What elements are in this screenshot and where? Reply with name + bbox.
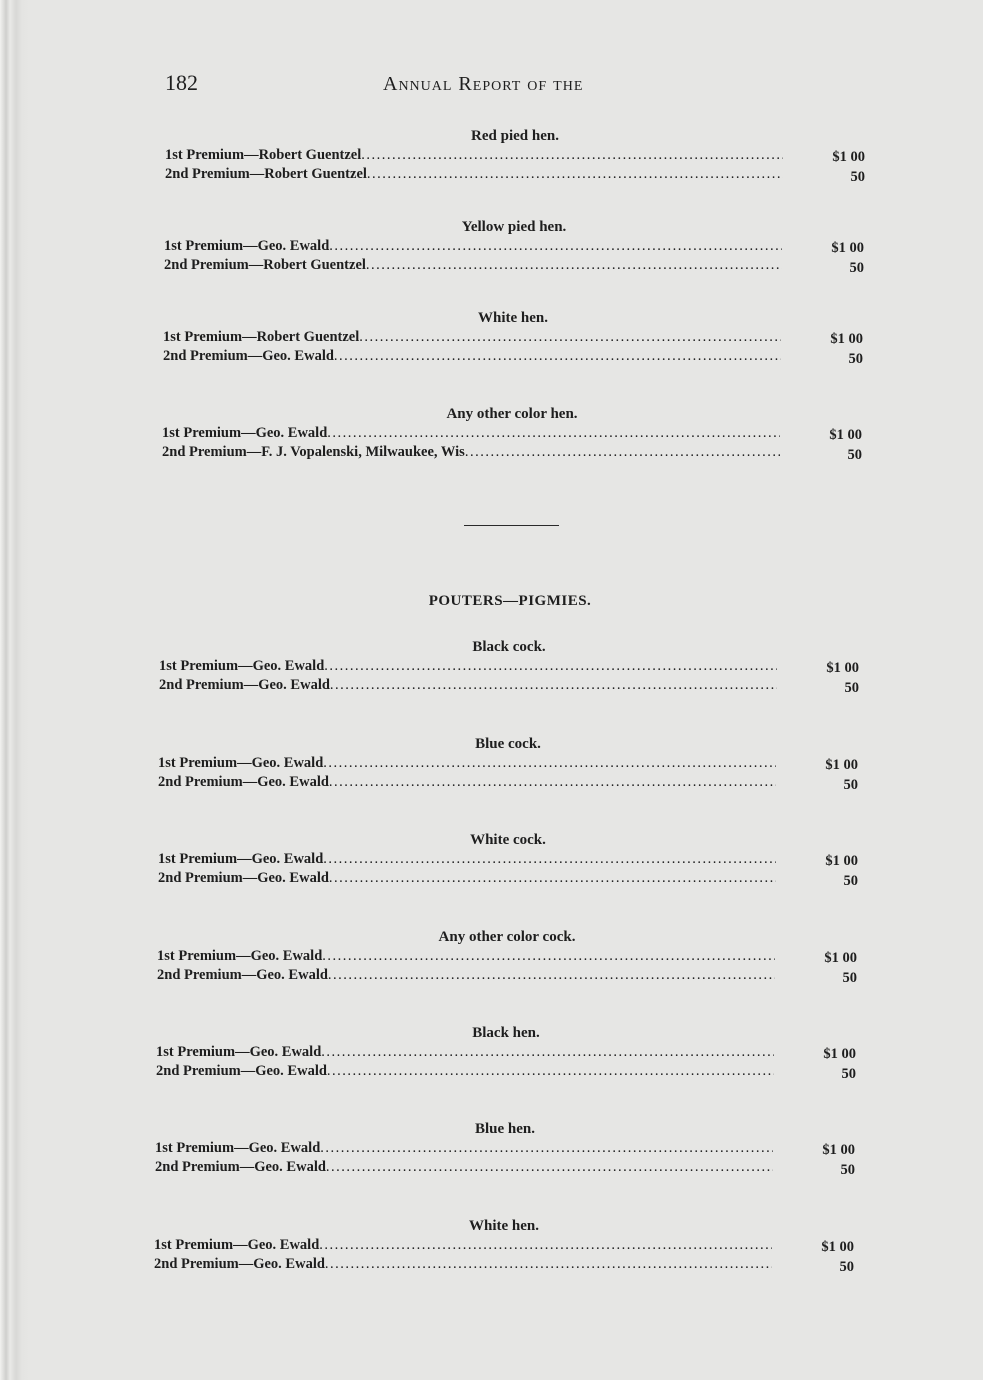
award-amount: 50 [842, 970, 857, 986]
award-recipient: 2nd Premium—Geo. Ewald ..... [159, 676, 777, 695]
award-group-blue-cock [158, 734, 858, 792]
award-amount: $1 00 [823, 1046, 856, 1062]
award-group-white-cock [158, 830, 858, 888]
award-entry [155, 1158, 855, 1177]
award-amount: 50 [839, 1259, 854, 1275]
award-amount: $1 00 [829, 427, 862, 443]
award-amount: $1 00 [821, 1239, 854, 1255]
award-group-red-pied-hen [165, 126, 865, 184]
award-amount: $1 00 [830, 331, 863, 347]
award-entry [159, 676, 859, 695]
award-entry [165, 146, 865, 165]
award-amount: $1 00 [832, 149, 865, 165]
group-title: Blue cock. [475, 736, 541, 752]
award-recipient: 1st Premium—Geo. Ewald ..... [164, 237, 782, 256]
award-recipient: 1st Premium—Robert Guentzel ..... [165, 146, 783, 165]
award-recipient: 1st Premium—Robert Guentzel ..... [163, 328, 781, 347]
page-number: 182 [165, 70, 198, 95]
award-group-blue-hen [155, 1119, 855, 1177]
award-group-yellow-pied-hen [164, 217, 864, 275]
award-amount: 50 [849, 260, 864, 276]
page-binding-edge [0, 0, 30, 1380]
award-amount: 50 [850, 169, 865, 185]
award-entry [155, 1139, 855, 1158]
group-title: White hen. [477, 310, 548, 326]
group-title: White cock. [470, 832, 546, 848]
award-entry [158, 754, 858, 773]
award-entry [156, 1043, 856, 1062]
award-amount: $1 00 [825, 757, 858, 773]
award-entry [162, 443, 862, 462]
group-title: Red pied hen. [471, 128, 559, 144]
award-recipient: 2nd Premium—Robert Guentzel ..... [164, 256, 782, 275]
award-entry [158, 773, 858, 792]
award-entry [158, 850, 858, 869]
award-amount: $1 00 [824, 950, 857, 966]
running-head: Annual Report of the [383, 73, 584, 95]
award-entry [163, 347, 863, 366]
award-recipient: 1st Premium—Geo. Ewald ..... [159, 657, 777, 676]
award-amount: 50 [843, 777, 858, 793]
award-recipient: 2nd Premium—Geo. Ewald ..... [163, 347, 781, 366]
group-title: Black cock. [472, 639, 546, 655]
award-amount: 50 [848, 351, 863, 367]
award-recipient: 1st Premium—Geo. Ewald ..... [158, 754, 776, 773]
award-group-white-hen-pouters [154, 1216, 854, 1274]
award-entry [156, 1062, 856, 1081]
award-amount: 50 [840, 1162, 855, 1178]
award-amount: $1 00 [825, 853, 858, 869]
award-amount: 50 [841, 1066, 856, 1082]
award-group-any-other-color-hen [162, 404, 862, 462]
award-recipient: 2nd Premium—F. J. Vopalenski, Milwaukee, Wis ..... [162, 443, 780, 462]
award-entry [163, 328, 863, 347]
award-entry [157, 947, 857, 966]
award-recipient: 1st Premium—Geo. Ewald ..... [162, 424, 780, 443]
group-title: Blue hen. [474, 1121, 535, 1137]
award-recipient: 2nd Premium—Robert Guentzel ..... [165, 165, 783, 184]
award-amount: 50 [847, 447, 862, 463]
award-entry [162, 424, 862, 443]
award-recipient: 2nd Premium—Geo. Ewald ..... [156, 1062, 774, 1081]
award-recipient: 1st Premium—Geo. Ewald ..... [156, 1043, 774, 1062]
group-title: Yellow pied hen. [461, 219, 567, 235]
award-recipient: 2nd Premium—Geo. Ewald ..... [154, 1255, 772, 1274]
award-recipient: 2nd Premium—Geo. Ewald ..... [158, 869, 776, 888]
group-title: Any other color hen. [446, 406, 578, 422]
award-amount: $1 00 [826, 660, 859, 676]
group-title: Any other color cock. [438, 929, 576, 945]
award-group-white-hen [163, 308, 863, 366]
award-entry [157, 966, 857, 985]
award-entry [158, 869, 858, 888]
award-entry [165, 165, 865, 184]
group-title: White hen. [468, 1218, 539, 1234]
award-recipient: 2nd Premium—Geo. Ewald ..... [157, 966, 775, 985]
award-amount: $1 00 [831, 240, 864, 256]
award-recipient: 1st Premium—Geo. Ewald ..... [158, 850, 776, 869]
award-group-black-hen [156, 1023, 856, 1081]
group-title: Black hen. [472, 1025, 540, 1041]
award-entry [159, 657, 859, 676]
award-amount: 50 [843, 873, 858, 889]
section-divider [464, 525, 559, 526]
award-recipient: 2nd Premium—Geo. Ewald ..... [155, 1158, 773, 1177]
award-amount: $1 00 [822, 1142, 855, 1158]
award-recipient: 1st Premium—Geo. Ewald ..... [157, 947, 775, 966]
award-recipient: 1st Premium—Geo. Ewald ..... [155, 1139, 773, 1158]
award-group-black-cock [159, 637, 859, 695]
award-recipient: 2nd Premium—Geo. Ewald ..... [158, 773, 776, 792]
section-heading: POUTERS—PIGMIES. [428, 593, 592, 609]
award-entry [154, 1236, 854, 1255]
award-amount: 50 [844, 680, 859, 696]
award-entry [164, 256, 864, 275]
award-group-any-other-color-cock [157, 927, 857, 985]
award-entry [164, 237, 864, 256]
page-header [165, 70, 865, 100]
award-recipient: 1st Premium—Geo. Ewald ..... [154, 1236, 772, 1255]
award-entry [154, 1255, 854, 1274]
